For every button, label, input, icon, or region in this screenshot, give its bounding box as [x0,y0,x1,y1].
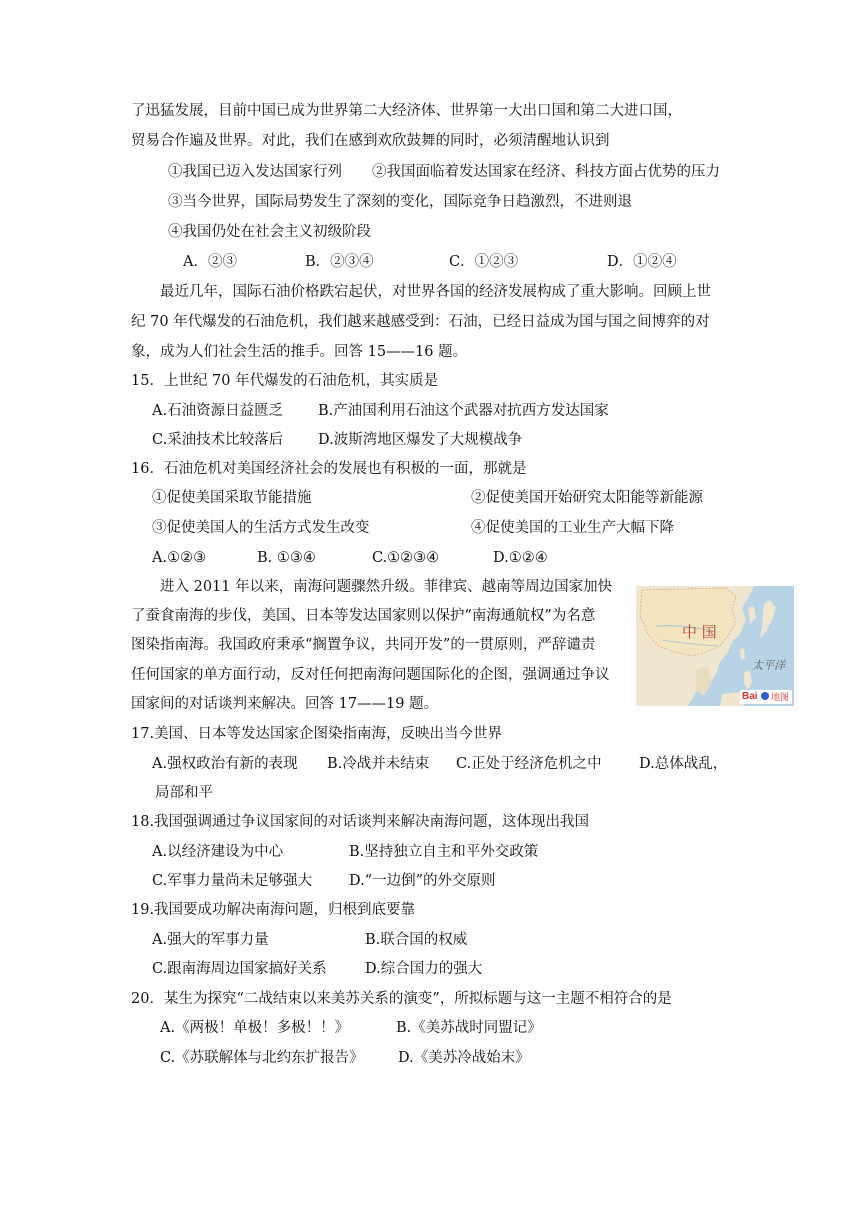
map-label-china: 中 国 [682,623,717,641]
q14-statement-3: ③当今世界，国际局势发生了深刻的变化，国际竞争日趋激烈，不进则退 [168,194,632,210]
q14-options [183,252,677,272]
passage2-line-2: 纪 70 年代爆发的石油危机，我们越来越感受到：石油，已经日益成为国与国之间博弈的对 [131,314,710,330]
q19-option-d[interactable]: D.综合国力的强大 [365,961,483,977]
q18-option-d[interactable]: D.“一边倒”的外交原则 [349,873,496,889]
passage3-line-4: 任何国家的单方面行动，反对任何把南海问题国际化的企图，强调通过争议 [131,667,610,683]
q16-statement-1: ①促使美国采取节能措施 [152,490,312,506]
q16-option-d[interactable]: D.①②④ [493,550,548,566]
south-china-sea-map [636,586,794,706]
q16-statement-3: ③促使美国人的生活方式发生改变 [152,520,370,536]
q17-option-d-continued: 局部和平 [155,785,213,801]
q18-option-c[interactable]: C.军事力量尚未足够强大 [152,873,313,889]
q14-statement-1: ①我国已迈入发达国家行列 [168,164,342,180]
q14-statement-4: ④我国仍处在社会主义初级阶段 [168,224,371,240]
q16-options [152,548,548,568]
map-label-pacific: 太平洋 [752,659,785,672]
q20-option-d[interactable]: D.《美苏冷战始末》 [398,1050,530,1066]
q18-stem: 18.我国强调通过争议国家间的对话谈判来解决南海问题，这体现出我国 [131,814,590,830]
q16-option-b[interactable]: B. ①③④ [257,550,316,566]
q20-option-b[interactable]: B.《美苏战时同盟记》 [396,1020,542,1036]
q14-statement-2: ②我国面临着发达国家在经济、科技方面占优势的压力 [372,164,720,180]
q18-option-a[interactable]: A.以经济建设为中心 [152,844,284,860]
q16-option-a[interactable]: A.①②③ [152,550,207,566]
q17-stem: 17.美国、日本等发达国家企图染指南海，反映出当今世界 [131,726,503,742]
q17-option-c[interactable]: C.正处于经济危机之中 [456,756,602,772]
passage2-line-1: 最近几年，国际石油价格跌宕起伏，对世界各国的经济发展构成了重大影响。回顾上世 [160,284,711,300]
q17-option-b[interactable]: B.冷战并未结束 [327,756,430,772]
intro-line-1: 了迅猛发展，目前中国已成为世界第二大经济体、世界第一大出口国和第二大进口国， [131,103,682,119]
q19-option-c[interactable]: C.跟南海周边国家搞好关系 [152,961,327,977]
passage2-line-3: 象，成为人们社会生活的推手。回答 15——16 题。 [131,344,468,360]
q18-option-b[interactable]: B.坚持独立自主和平外交政策 [349,844,539,860]
q20-stem: 20．某生为探究“二战结束以来美苏关系的演变”，所拟标题与这一主题不相符合的是 [131,991,672,1007]
q19-stem: 19.我国要成功解决南海问题，归根到底要靠 [131,902,416,918]
passage3-line-5: 国家间的对话谈判来解决。回答 17——19 题。 [131,696,439,712]
intro-line-2: 贸易合作遍及世界。对此，我们在感到欢欣鼓舞的同时，必须清醒地认识到 [131,133,610,149]
passage3-line-3: 图染指南海。我国政府秉承“搁置争议，共同开发”的一贯原则，严辞谴责 [131,637,596,653]
q15-option-a[interactable]: A.石油资源日益匮乏 [152,403,284,419]
baidu-map-logo [740,690,792,704]
passage3-line-2: 了蚕食南海的步伐，美国、日本等发达国家则以保护“南海通航权”为名意 [131,608,596,624]
logo-bai: Bai [742,691,758,702]
q16-statement-2: ②促使美国开始研究太阳能等新能源 [471,490,703,506]
q19-option-a[interactable]: A.强大的军事力量 [152,932,269,948]
q14-option-d[interactable]: D．①②④ [607,254,677,270]
logo-ditu: 地图 [771,692,790,702]
q17-option-a[interactable]: A.强权政治有新的表现 [152,756,298,772]
q20-option-a[interactable]: A.《两极！单极！多极！！》 [160,1020,350,1036]
q19-option-b[interactable]: B.联合国的权威 [365,932,468,948]
q14-option-b[interactable]: B．②③④ [305,254,374,270]
q14-option-c[interactable]: C．①②③ [449,254,519,270]
q20-option-c[interactable]: C.《苏联解体与北约东扩报告》 [160,1050,364,1066]
q15-option-c[interactable]: C.采油技术比较落后 [152,432,284,448]
q16-option-c[interactable]: C.①②③④ [372,550,440,566]
passage3-line-1: 进入 2011 年以来，南海问题骤然升级。菲律宾、越南等周边国家加快 [160,579,613,595]
q14-option-a[interactable]: A．②③ [183,254,237,270]
q17-option-d[interactable]: D.总体战乱， [639,756,728,772]
q15-stem: 15．上世纪 70 年代爆发的石油危机，其实质是 [131,373,439,389]
q15-option-b[interactable]: B.产油国利用石油这个武器对抗西方发达国家 [318,403,609,419]
baidu-paw-icon [761,692,769,700]
q16-statement-4: ④促使美国的工业生产大幅下降 [471,520,674,536]
q16-stem: 16．石油危机对美国经济社会的发展也有积极的一面，那就是 [131,461,527,477]
q15-option-d[interactable]: D.波斯湾地区爆发了大规模战争 [318,432,523,448]
